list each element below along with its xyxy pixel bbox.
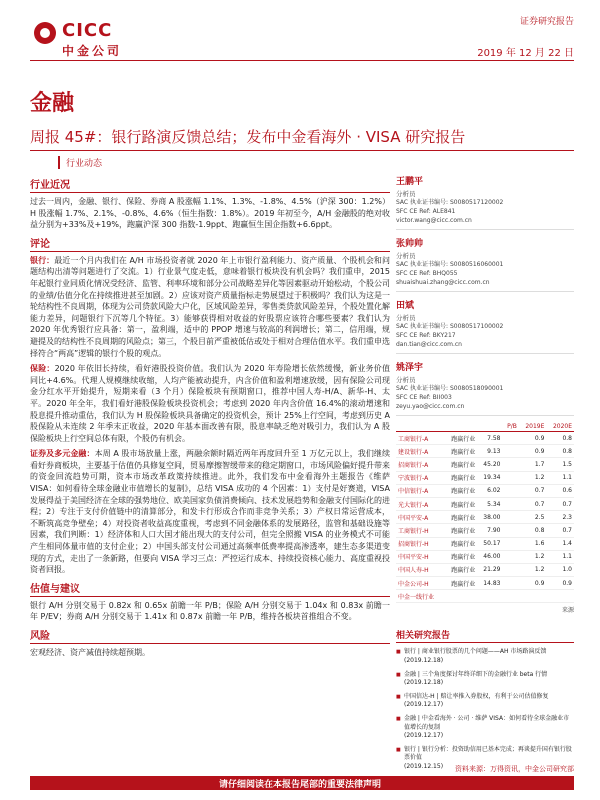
table-cell: 跑赢行业 [444,471,477,484]
paragraph-brokers [30,448,390,576]
report-tag: 行业动态 [58,156,102,169]
table-row [396,524,574,537]
section-heading: 行业近况 [30,176,390,193]
table-cell: 跑赢行业 [444,563,477,576]
section-heading: 估值与建议 [30,580,390,597]
sidebar [396,174,574,772]
table-cell: 9.13 [477,445,502,458]
stock-name-cell: 中国人寿-H [396,563,444,576]
section-body: 宏观经济、资产减值持续超预期。 [30,648,150,657]
table-cell: 0.9 [519,445,547,458]
section-comment [30,235,390,576]
table-cell [502,432,518,445]
analyst-sfc: SFC CE Ref: BKY217 [396,332,456,339]
paragraph-text: 2020 年依旧长持续，看好港股投资价值。我们认为 2020 年寿险增长依然缓慢，新业务价值同比+4.6%。代理人规模继续收缩，人均产能被动提升，内含价值和盈利增速放缓，因有保险公司现金分红水平开始提升，短期来看（3 个月）保险板块有预期窗口，推荐中国人寿-H/A、新华-H、太平。2020 年全年，我们看好港股保险板块投资机会；考虑到 2020 年内含价值 16.4%的滚动增速和股息提升推动重估，我们认为 H 股保险板块具备确定的投资机会，预计 25%上行空间，考虑到历史 A 股保险从未连续 2 年季末正收益，2020 年基本面改善有限，股息率缺乏绝对吸引力，我们认为 A 股保险板块上行空间总体有限，个股仍有机会。 [30,364,390,443]
cicc-logo-icon [34,22,56,44]
table-cell [502,484,518,497]
report-date: 2019 年 12 月 22 日 [477,48,574,59]
table-row [396,563,574,576]
table-header-row [396,422,574,432]
table-cell [502,524,518,537]
table-cell: 0.7 [519,497,547,510]
table-cell: 0.9 [519,432,547,445]
stock-name-cell: 工商银行-H [396,524,444,537]
table-cell: 5.34 [477,497,502,510]
table-cell [502,537,518,550]
table-cell: 跑赢行业 [444,511,477,524]
table-cell: 50.17 [477,537,502,550]
related-report-date: (2019.12.15) [404,762,444,770]
section-body: 银行 A/H 分别交易于 0.82x 和 0.65x 前瞻一年 P/B；保险 A/H 分别交易于 1.04x 和 0.83x 前瞻一年 P/EV；券商 A/H 分别交易于 1.41x 和 0.87x 前瞻一年 P/B，维持各板块首推组合不变。 [30,600,390,622]
analyst-role: 分析员 [396,252,416,260]
table-cell: 0.9 [546,577,574,590]
related-report-link[interactable] [396,693,574,710]
section-body: 过去一周内，金融、银行、保险、券商 A 股涨幅 1.1%、1.3%、-1.8%、4.5%（沪深 300：1.2%）H 股涨幅 1.7%、2.1%、-0.8%、4.6%（恒生指数：1.8%）。2019 年初至今，A/H 金融股的绝对收益分别为+33%及+19%，跑赢沪深 300 指数-1.9ppt、跑赢恒生国企指数+6.6ppt。 [30,197,390,230]
logo-text-en: CICC [62,20,113,41]
table-row [396,537,574,550]
table-row [396,458,574,471]
table-cell: 2.5 [519,511,547,524]
stock-name-cell: 工商银行-A [396,432,444,445]
paragraph-insurance [30,363,390,444]
table-row [396,550,574,563]
table-row [396,484,574,497]
related-report-link[interactable] [396,648,574,665]
table-header-cell [444,422,477,432]
table-cell: 跑赢行业 [444,432,477,445]
stock-table [396,422,574,603]
table-cell: 0.8 [519,524,547,537]
table-header-cell: 2020E [546,422,574,432]
analyst-name: 田斌 [396,301,415,311]
analyst-name: 张帅帅 [396,239,424,249]
related-report-date: (2019.12.17) [404,732,444,740]
cicc-logo [34,18,124,62]
table-cell [519,590,547,603]
table-cell: 19.34 [477,471,502,484]
section-heading: 风险 [30,627,390,644]
table-cell: 1.1 [546,550,574,563]
analyst-divider [396,291,574,292]
table-cell [502,458,518,471]
paragraph-banks [30,255,390,359]
table-cell: 跑赢行业 [444,524,477,537]
table-cell [502,511,518,524]
table-cell: 0.9 [519,577,547,590]
stock-name-cell: 光大银行-A [396,497,444,510]
table-header-cell [396,422,444,432]
table-cell: 0.7 [546,497,574,510]
logo-text-cn: 中金公司 [62,44,123,58]
analyst-sac: SAC 执业证书编号: S0080516060001 [396,261,504,268]
paragraph-text: 最近一个月内我们在 A/H 市场投资者就 2020 年上市银行盈利能力、资产质量、个股机会和问题结构出清等问题进行了交流。1）行业景气度走低，意味着银行板块没有机会吗？我们重申，2015 年起银行业同质化情况受经济、监管、利率环境和部分公司战略差异化等因素驱动开始松动，个股公司的业绩/估值分化在持续推进甚至加剧。2）应该对资产质量指标走势展望过于积极吗？我们认为这是一轮结构性不良周期，体现为公司贷款风险大户化，区域风险差异，零售类贷款风险差异，个股处置化解能力差异，问题银行下沉等几个特征。3）能够获得相对收益的好股票应该符合哪些要素？我们认为 2020 年优秀银行应具备：第一，盈利端，适中的 PPOP 增速与较高的利润增长；第二，信用端，规避提及的结构性不良周期的风险点；第三，个股目前严重被低估或处于相对合理估值水平。我们重申选择符合“两高”逻辑的银行个股的观点。 [30,255,390,358]
stock-name-cell: 中国平安-A [396,511,444,524]
table-cell [502,497,518,510]
analyst-name: 王鹏平 [396,177,424,187]
stock-name-cell: 中国平安-H [396,550,444,563]
related-report-date: (2019.12.18) [404,679,444,687]
table-cell [502,471,518,484]
table-cell: 0.8 [546,445,574,458]
analyst-divider [396,229,574,230]
table-cell: 跑赢行业 [444,497,477,510]
analyst-email[interactable]: victor.wang@cicc.com.cn [396,217,472,224]
table-cell: 46.00 [477,550,502,563]
analyst-email[interactable]: shuaishuai.zhang@cicc.com.cn [396,279,490,286]
table-cell: 跑赢行业 [444,537,477,550]
analyst-role: 分析员 [396,314,416,322]
analyst-card [396,360,574,416]
table-cell [546,590,574,603]
related-list [396,648,574,771]
analyst-card [396,298,574,354]
table-cell [477,590,502,603]
analyst-role: 分析员 [396,376,416,384]
related-report-date: (2019.12.18) [404,657,444,665]
table-header-cell: 2019E [519,422,547,432]
section-risk [30,627,390,659]
table-cell: 1.2 [519,550,547,563]
analyst-divider [396,415,574,416]
section-overview [30,176,390,231]
related-report-title: 金融 | 三个角度探讨年终详细下的金融行业 beta 行情 [404,670,548,678]
table-cell: 45.20 [477,458,502,471]
table-row [396,497,574,510]
table-cell [502,445,518,458]
table-row [396,445,574,458]
table-cell: 1.4 [546,537,574,550]
table-cell [444,590,477,603]
analyst-card [396,174,574,230]
paragraph-text: 本周 A 股市场放量上涨，两融余额时隔近两年再度回升至 1 万亿元以上，我们继续看好券商板块，主要基于估值仍具修复空间，贸易摩擦智缓带来的稳定期窗口，市场风险偏好提升带来的资金回流趋势可期，资本市场改革政策持续推进。此外，我们发布中金看海外主题报告《维萨 VISA：如何看待全球金融业市值增长的复制》，总结 VISA 成功的 4 个因素：1）支付是好赛道，VISA 发展得益于美国经济在全球的强势地位、欧美国家负债消费倾向、技术发展趋势和金融支付国际化的进程；2）专注于支付价值链中的清算部分，和发卡行形成合作而非竞争关系；3）产权日常运营成本，不断筑高竞争壁垒；4）对投资者收益高度重视，考虑到不同金融体系的发展路径，监管和基础设施等因素，我们判断：1）经济体和人口大国才能出现大的支付公司，但完全照搬 VISA 的业务模式不可能产生相同体量市值的支付企业；2）中国头部支付公司通过高频率低费率提高渗透率，建生态多渠道变现的方式，走出了一条新路，但要向 VISA 学习三点：严控运行成本、持续投资核心能力、高度重视投资者回报。 [30,449,391,575]
table-cell: 1.7 [519,458,547,471]
sector-title: 金融 [30,91,75,116]
table-cell: 跑赢行业 [444,445,477,458]
table-cell: 0.8 [546,432,574,445]
table-cell: 6.02 [477,484,502,497]
paragraph-label: 保险： [30,364,55,374]
table-cell: 1.6 [519,537,547,550]
stock-name-cell: 宁波银行-A [396,471,444,484]
analyst-name: 姚泽宇 [396,363,424,373]
related-report-title: 中国信达-H | 赔让率推入券股权，有利于公司估值修复 [404,692,549,700]
table-cell [502,577,518,590]
header-divider [30,60,574,61]
analyst-sfc: SFC CE Ref: ALE841 [396,208,456,215]
analyst-sfc: SFC CE Ref: BHQ055 [396,270,458,277]
stock-name-cell: 中金公司-H [396,577,444,590]
report-title: 周报 45#：银行路演反馈总结；发布中金看海外 · VISA 研究报告 [30,128,466,146]
source-note: 资料来源：万得资讯，中金公司研究部 [455,765,574,773]
table-cell: 7.58 [477,432,502,445]
analyst-sac: SAC 执业证书编号: S0080517120002 [396,199,504,206]
table-cell: 0.6 [546,484,574,497]
table-cell: 跑赢行业 [444,458,477,471]
related-report-date: (2019.12.17) [404,701,444,709]
table-row [396,590,574,603]
table-cell: 0.7 [546,524,574,537]
related-report-title: 银行 | 银行分析：投资助信用已基本完成；再谈提升国有银行股票价值 [404,745,572,762]
doc-type: 证券研究报告 [519,17,574,27]
table-header-cell: P/B [502,422,518,432]
related-report-link[interactable] [396,715,574,741]
stock-name-cell: 招商银行-A [396,458,444,471]
paragraph-label: 银行： [30,255,55,265]
title-divider [30,150,574,151]
table-row [396,432,574,445]
table-cell: 跑赢行业 [444,484,477,497]
table-cell: 跑赢行业 [444,577,477,590]
analyst-sac: SAC 执业证书编号: S0080517100002 [396,323,504,330]
table-row [396,511,574,524]
table-cell: 跑赢行业 [444,550,477,563]
table-cell [502,563,518,576]
analyst-sfc: SFC CE Ref: BII003 [396,394,452,401]
related-heading: 相关研究报告 [396,628,574,643]
stock-name-cell: 建设银行-A [396,445,444,458]
table-row [396,577,574,590]
analyst-email[interactable]: zeyu.yao@cicc.com.cn [396,403,465,410]
analyst-list [396,174,574,416]
table-cell: 1.2 [519,471,547,484]
table-cell: 7.90 [477,524,502,537]
section-heading: 评论 [30,235,390,252]
stock-name-cell: 中信银行-A [396,484,444,497]
table-cell: 1.5 [546,458,574,471]
related-report-link[interactable] [396,671,574,688]
table-row [396,471,574,484]
table-header-cell [477,422,502,432]
table-note: 来源 [561,607,574,615]
main-column [30,176,390,663]
analyst-email[interactable]: dan.tian@cicc.com.cn [396,341,462,348]
footer-disclaimer: 请仔细阅读在本报告尾部的重要法律声明 [218,780,381,790]
analyst-divider [396,353,574,354]
related-report-title: 金融 | 中金看海外 · 公司 · 维萨 VISA：如何看待全球金融业市值增长的复制 [404,715,570,731]
table-cell [502,550,518,563]
analyst-sac: SAC 执业证书编号: S0080518090001 [396,385,504,392]
table-cell: 14.83 [477,577,502,590]
section-valuation [30,580,390,623]
stock-name-cell: 招商银行-H [396,537,444,550]
table-cell [502,590,518,603]
analyst-role: 分析员 [396,190,416,198]
table-cell: 1.2 [519,563,547,576]
analyst-card [396,236,574,292]
table-cell: 0.7 [519,484,547,497]
table-cell: 38.00 [477,511,502,524]
related-report-title: 银行 | 商业银行股票的几个问题——AH 市场路演反馈 [404,648,547,656]
table-cell: 1.1 [546,471,574,484]
stock-name-cell: 中金一线行业 [396,590,444,603]
table-cell: 21.29 [477,563,502,576]
paragraph-label: 证券及多元金融： [30,449,95,459]
table-cell: 2.3 [546,511,574,524]
table-cell: 1.0 [546,563,574,576]
